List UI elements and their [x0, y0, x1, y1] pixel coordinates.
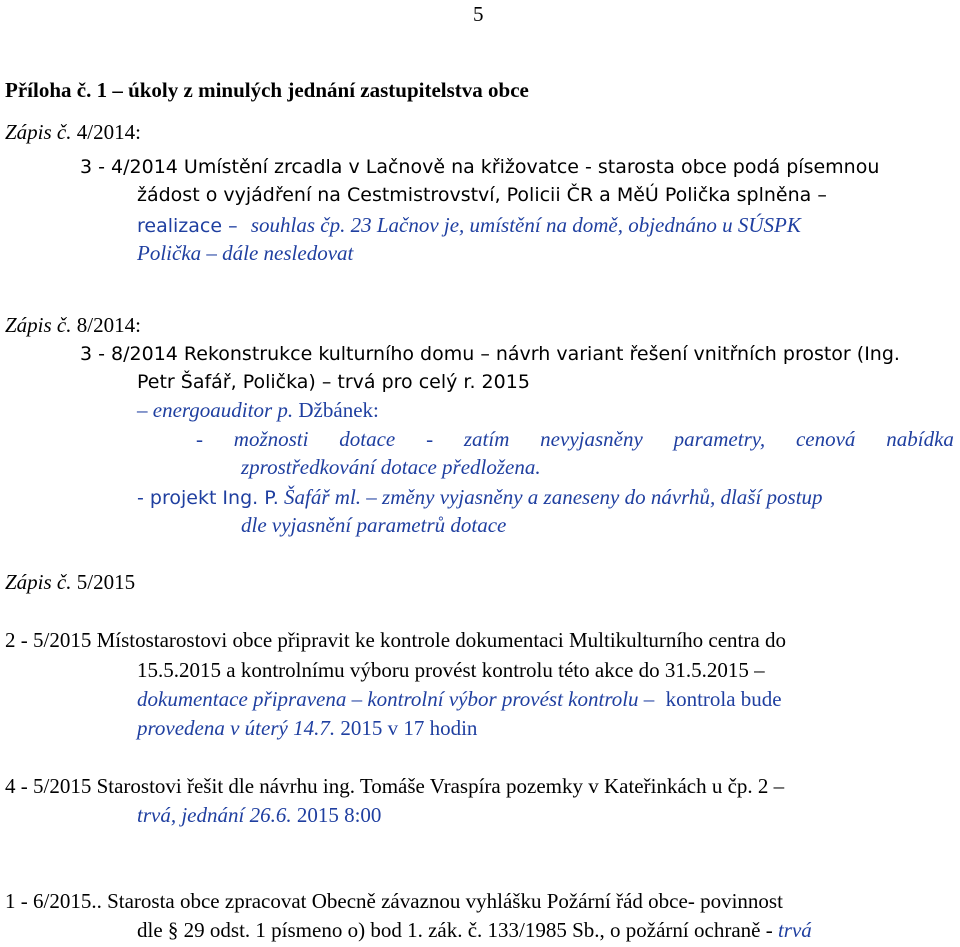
task-2-5-2015-line-3: dokumentace připravena – kontrolní výbor provést kontrolu – kontrola bude [137, 687, 782, 711]
zapis-5-2015-label: Zápis č. 5/2015 [5, 570, 136, 594]
task-8-2014-line-5: zprostředkování dotace předložena. [241, 455, 541, 479]
task-4-5-2015-line-1: 4 - 5/2015 Starostovi řešit dle návrhu ing. Tomáše Vraspíra pozemky v Kateřinkách u čp. 2 – [5, 774, 785, 798]
page-heading: Příloha č. 1 – úkoly z minulých jednání zastupitelstva obce [5, 78, 529, 102]
zapis-4-2014-label: Zápis č. 4/2014: [5, 120, 141, 144]
task-2-5-2015-line-4: provedena v úterý 14.7. 2015 v 17 hodin [137, 716, 478, 740]
task-8-2014-line-4: - možnosti dotace - zatím nevyjasněny parametry, cenová nabídka [196, 427, 954, 451]
task-2-5-2015-line-2: 15.5.2015 a kontrolnímu výboru provést kontrolu této akce do 31.5.2015 – [137, 658, 765, 682]
zapis-8-2014-label: Zápis č. 8/2014: [5, 313, 141, 337]
task-4-2014-line-2: žádost o vyjádření na Cestmistrovství, Policii ČR a MěÚ Polička splněna – [137, 184, 827, 206]
task-8-2014-line-2: Petr Šafář, Polička) – trvá pro celý r. 2015 [137, 371, 530, 393]
task-1-6-2015-line-1: 1 - 6/2015.. Starosta obce zpracovat Obecně závaznou vyhlášku Požární řád obce- povinnost [5, 889, 783, 913]
task-4-2014-line-3: realizace – souhlas čp. 23 Lačnov je, umístění na domě, objednáno u SÚSPK [137, 213, 801, 237]
task-1-6-2015-line-2: dle § 29 odst. 1 písmeno o) bod 1. zák. č. 133/1985 Sb., o požární ochraně - trvá [137, 918, 812, 942]
task-8-2014-line-1: 3 - 8/2014 Rekonstrukce kulturního domu – návrh variant řešení vnitřních prostor (Ing. [80, 343, 900, 365]
task-4-2014-line-4: Polička – dále nesledovat [137, 241, 354, 265]
task-2-5-2015-line-1: 2 - 5/2015 Místostarostovi obce připravit ke kontrole dokumentaci Multikulturního centra do [5, 628, 786, 652]
task-4-2014-line-1: 3 - 4/2014 Umístění zrcadla v Lačnově na křižovatce - starosta obce podá písemnou [80, 156, 880, 178]
task-8-2014-line-7: dle vyjasnění parametrů dotace [241, 513, 507, 537]
page-number: 5 [473, 2, 484, 26]
task-8-2014-line-6: - projekt Ing. P. Šafář ml. – změny vyjasněny a zaneseny do návrhů, dlaší postup [137, 485, 823, 509]
task-4-5-2015-line-2: trvá, jednání 26.6. 2015 8:00 [137, 803, 382, 827]
task-8-2014-line-3: – energoauditor p. Džbánek: [137, 398, 379, 422]
